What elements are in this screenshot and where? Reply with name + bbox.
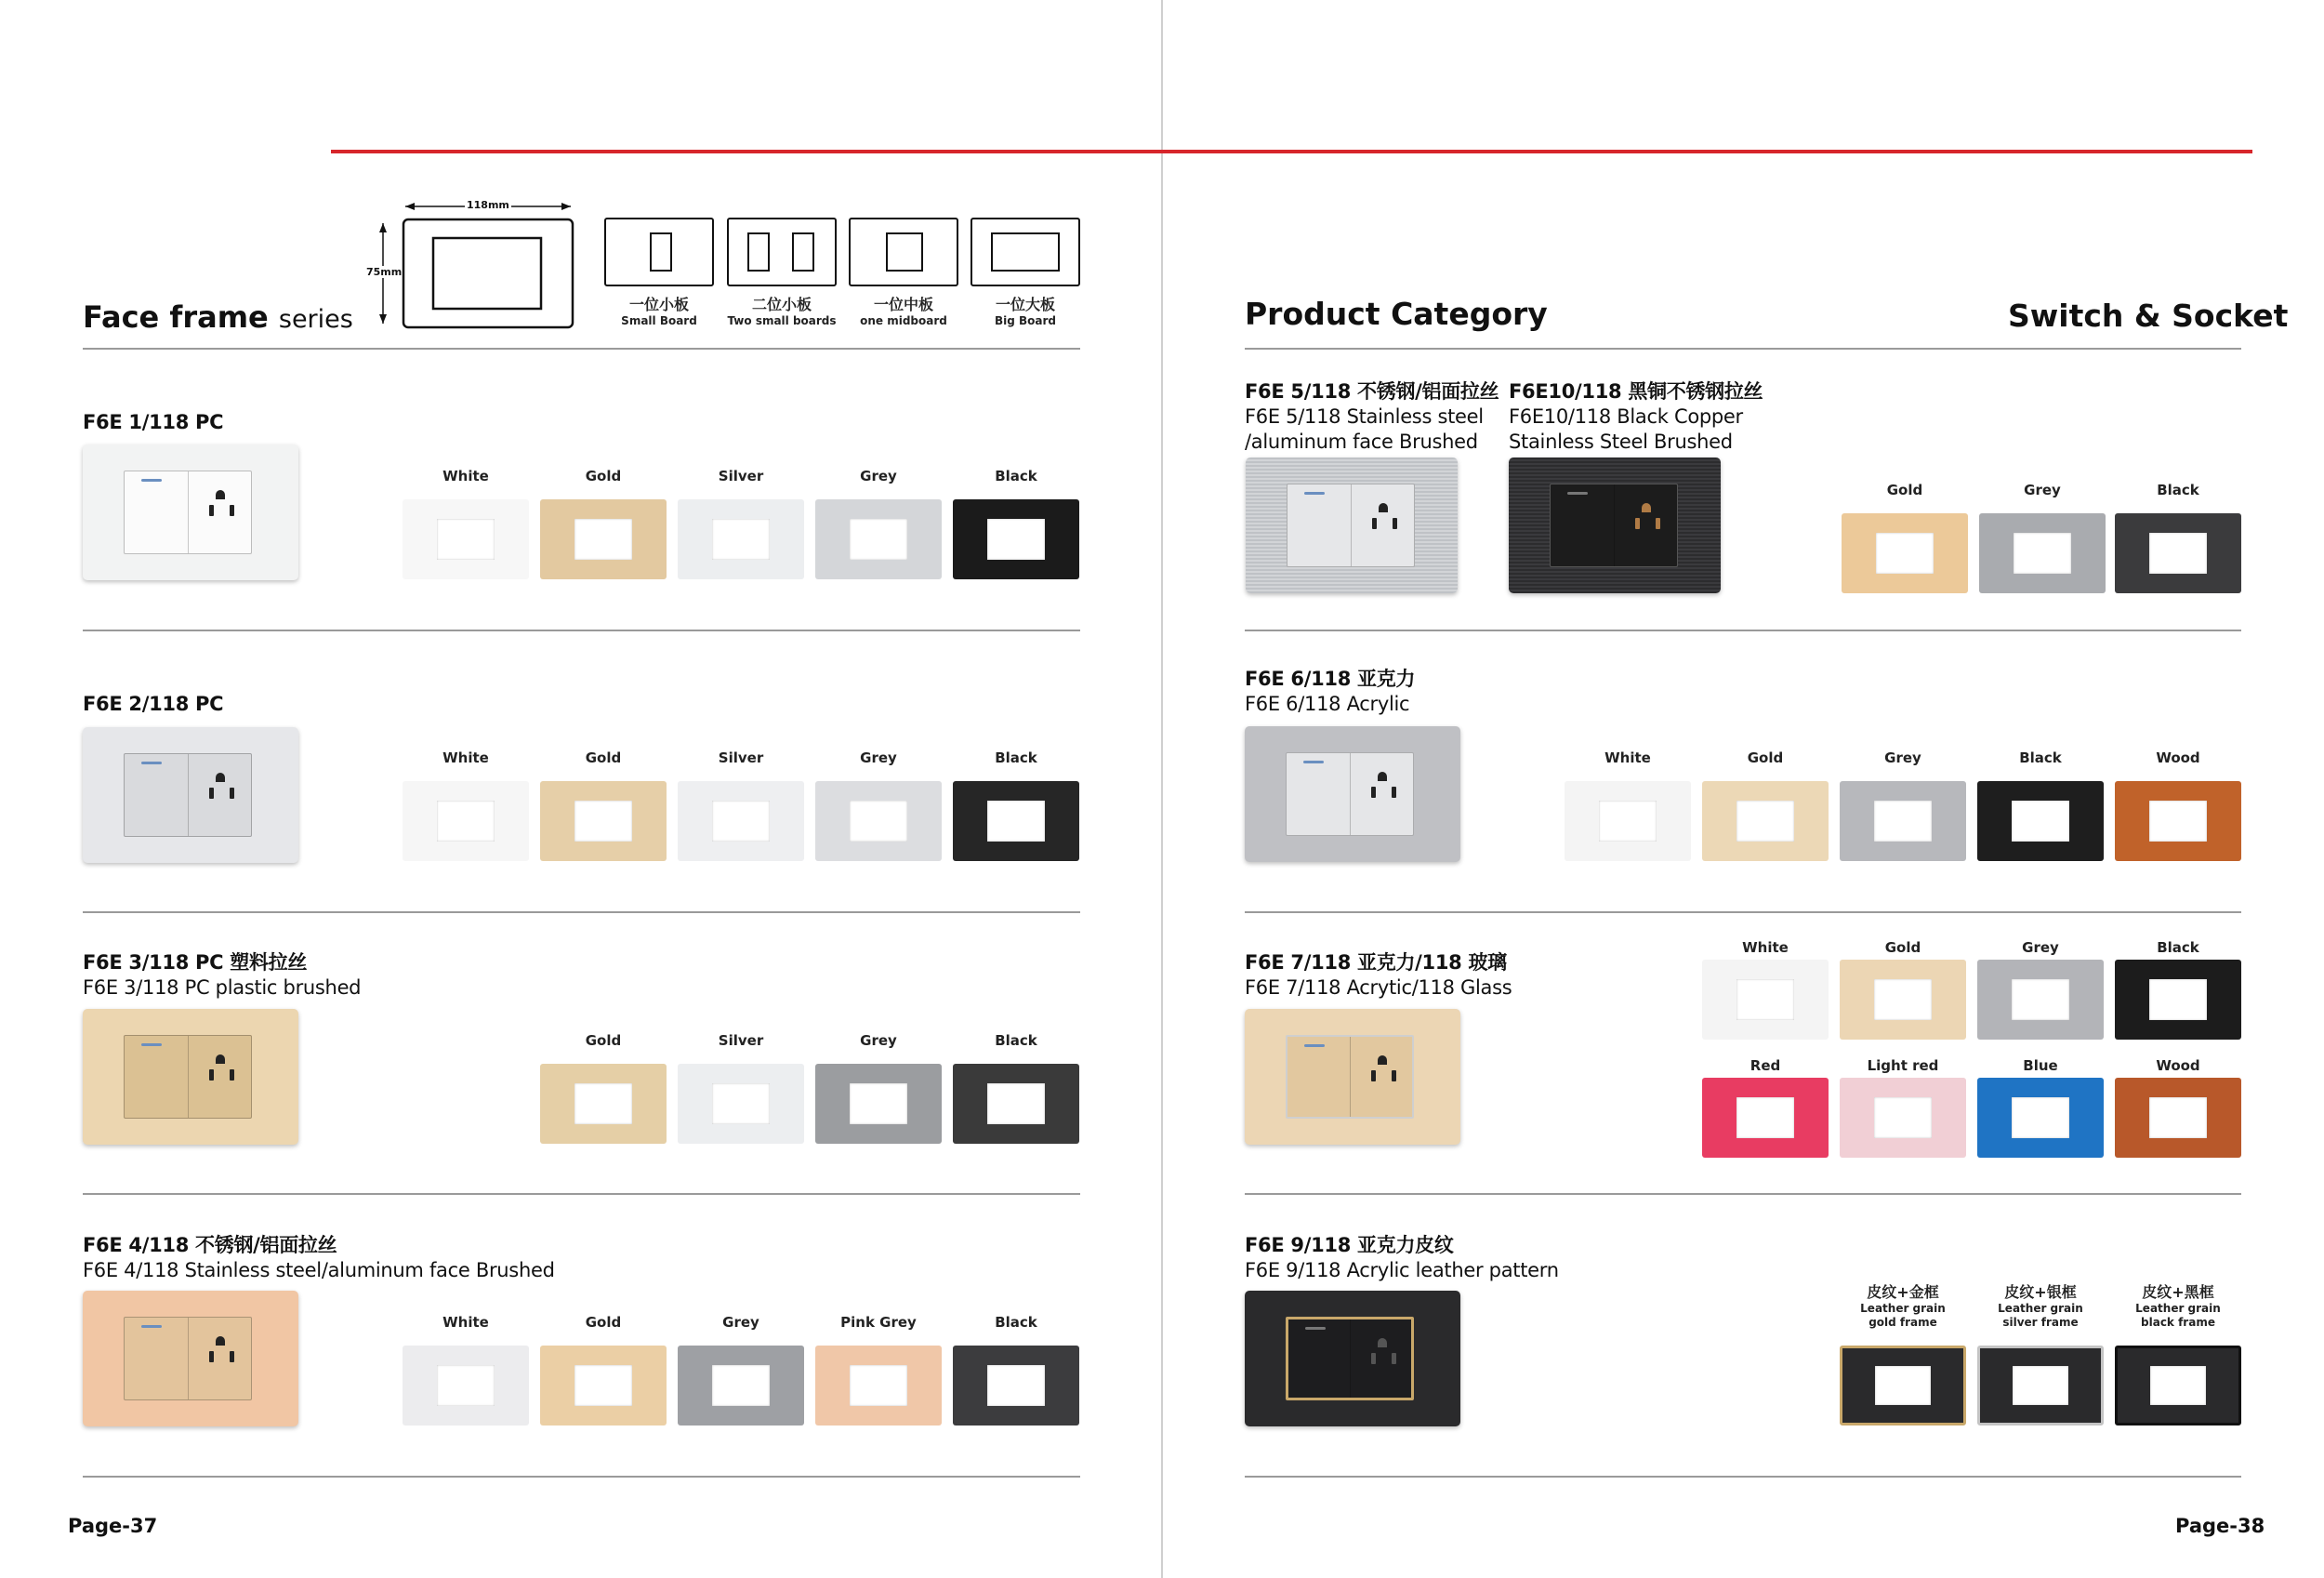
right-row1-swatch-1-frame	[1842, 513, 1968, 593]
left-row2-swatch-4-frame	[815, 781, 942, 861]
left-row1-swatch-5-frame	[953, 499, 1079, 579]
right-row4-swatch-1-en2: gold frame	[1868, 1316, 1937, 1329]
product-f6e7	[1245, 1009, 1460, 1145]
right-row3-top-swatch-3-label: Grey	[2022, 939, 2059, 956]
right-row2-swatch-2-frame	[1702, 781, 1829, 861]
left-row3-swatch-2-frame	[678, 1064, 804, 1144]
r-row2-title: F6E 6/118 亚克力 F6E 6/118 Acrylic	[1245, 668, 1416, 715]
face-frame-title: Face frame series	[83, 299, 353, 335]
board-label-two-small: 二位小板 Two small boards	[727, 296, 837, 327]
right-row2-swatch-3-label: Grey	[1884, 749, 1921, 766]
right-divider-3	[1245, 1193, 2241, 1195]
left-row1-swatch-4-frame	[815, 499, 942, 579]
left-row1-swatch-5-label: Black	[995, 468, 1037, 484]
left-row2-swatch-3-label: Silver	[718, 749, 764, 766]
product-f6e3	[83, 1009, 298, 1145]
product-f6e9	[1245, 1291, 1460, 1426]
page-number-right: Page-38	[2175, 1515, 2265, 1537]
right-row3-bottom-swatch-3-frame	[1977, 1078, 2104, 1158]
left-row2-swatch-1-frame	[403, 781, 529, 861]
product-f6e4	[83, 1291, 298, 1426]
right-row3-bottom-swatch-2-frame	[1840, 1078, 1966, 1158]
left-row1-swatch-2-label: Gold	[585, 468, 622, 484]
right-row4-swatch-3-en1: Leather grain	[2135, 1302, 2221, 1315]
right-row4-swatch-1-en1: Leather grain	[1860, 1302, 1946, 1315]
left-row4-swatch-4-label: Pink Grey	[840, 1314, 917, 1331]
product-f6e2	[83, 727, 298, 863]
left-row4-swatch-4-frame	[815, 1346, 942, 1426]
right-divider-1	[1245, 630, 2241, 631]
page-fold	[1161, 0, 1163, 1578]
board-type-small	[604, 218, 714, 286]
right-row2-swatch-5-frame	[2115, 781, 2241, 861]
left-row2-swatch-3-frame	[678, 781, 804, 861]
left-row4-swatch-1-label: White	[442, 1314, 489, 1331]
left-row1-swatch-1-frame	[403, 499, 529, 579]
left-divider-2	[83, 911, 1080, 913]
board-label-small: 一位小板 Small Board	[621, 296, 697, 327]
r-row1-title-a: F6E 5/118 不锈钢/铝面拉丝 F6E 5/118 Stainless steel /aluminum face Brushed	[1245, 380, 1499, 453]
right-row4-swatch-2-en2: silver frame	[2002, 1316, 2079, 1329]
right-row2-swatch-4-frame	[1977, 781, 2104, 861]
right-divider-0	[1245, 348, 2241, 350]
left-row4-swatch-1-frame	[403, 1346, 529, 1426]
right-row1-swatch-3-frame	[2115, 513, 2241, 593]
row3-title: F6E 3/118 PC 塑料拉丝 F6E 3/118 PC plastic brushed	[83, 951, 362, 999]
right-row3-top-swatch-1-frame	[1702, 960, 1829, 1040]
left-row3-swatch-1-label: Gold	[585, 1032, 622, 1049]
left-divider-0	[83, 348, 1080, 350]
row1-title: F6E 1/118 PC	[83, 411, 224, 433]
switch-socket-heading: Switch & Socket	[2008, 298, 2289, 334]
board-type-two-small	[727, 218, 837, 286]
left-row3-swatch-3-label: Grey	[860, 1032, 897, 1049]
right-divider-2	[1245, 911, 2241, 913]
left-row2-swatch-2-frame	[540, 781, 667, 861]
right-row4-swatch-3-cn: 皮纹+黑框	[2142, 1283, 2214, 1301]
product-f6e5	[1246, 457, 1458, 593]
product-f6e1	[83, 444, 298, 580]
right-row3-bottom-swatch-3-label: Blue	[2023, 1057, 2058, 1074]
right-row1-swatch-2-label: Grey	[2024, 482, 2061, 498]
width-label: 118mm	[467, 199, 509, 211]
right-row2-swatch-2-label: Gold	[1747, 749, 1784, 766]
left-divider-4	[83, 1476, 1080, 1478]
right-row1-swatch-1-label: Gold	[1886, 482, 1923, 498]
left-row4-swatch-2-label: Gold	[585, 1314, 622, 1331]
right-row3-bottom-swatch-1-frame	[1702, 1078, 1829, 1158]
product-f6e10	[1509, 457, 1721, 593]
left-row3-swatch-2-label: Silver	[718, 1032, 764, 1049]
left-row2-swatch-5-label: Black	[995, 749, 1037, 766]
left-row4-swatch-3-label: Grey	[722, 1314, 759, 1331]
left-row3-swatch-4-label: Black	[995, 1032, 1037, 1049]
board-type-mid	[849, 218, 958, 286]
right-row3-bottom-swatch-4-label: Wood	[2156, 1057, 2200, 1074]
right-row3-top-swatch-4-frame	[2115, 960, 2241, 1040]
left-row1-swatch-4-label: Grey	[860, 468, 897, 484]
left-divider-3	[83, 1193, 1080, 1195]
product-category-heading: Product Category	[1245, 296, 1548, 332]
right-row2-swatch-4-label: Black	[2019, 749, 2062, 766]
right-row4-swatch-2-label	[1971, 1283, 2110, 1330]
right-row2-swatch-1-frame	[1565, 781, 1691, 861]
r-row3-title: F6E 7/118 亚克力/118 玻璃 F6E 7/118 Acrytic/118 Glass	[1245, 951, 1512, 999]
left-row1-swatch-2-frame	[540, 499, 667, 579]
height-label: 75mm	[366, 266, 403, 278]
right-row3-bottom-swatch-4-frame	[2115, 1078, 2241, 1158]
left-divider-1	[83, 630, 1080, 631]
right-divider-4	[1245, 1476, 2241, 1478]
right-row4-swatch-3-en2: black frame	[2141, 1316, 2215, 1329]
row2-title: F6E 2/118 PC	[83, 693, 224, 715]
right-row4-swatch-3-label	[2108, 1283, 2248, 1330]
right-row3-top-swatch-1-label: White	[1742, 939, 1789, 956]
right-row4-swatch-1-label	[1833, 1283, 1973, 1330]
left-row2-swatch-5-frame	[953, 781, 1079, 861]
r-row4-title: F6E 9/118 亚克力皮纹 F6E 9/118 Acrylic leather pattern	[1245, 1234, 1559, 1281]
left-row4-swatch-5-frame	[953, 1346, 1079, 1426]
left-row2-swatch-1-label: White	[442, 749, 489, 766]
right-row4-swatch-2-en1: Leather grain	[1998, 1302, 2083, 1315]
left-row2-swatch-4-label: Grey	[860, 749, 897, 766]
right-row4-swatch-2-frame	[1977, 1346, 2104, 1426]
left-row1-swatch-3-label: Silver	[718, 468, 764, 484]
right-row4-swatch-3-frame	[2115, 1346, 2241, 1426]
right-row3-top-swatch-3-frame	[1977, 960, 2104, 1040]
right-row4-swatch-1-frame	[1840, 1346, 1966, 1426]
right-row3-top-swatch-2-frame	[1840, 960, 1966, 1040]
row4-title: F6E 4/118 不锈钢/铝面拉丝 F6E 4/118 Stainless steel/aluminum face Brushed	[83, 1234, 555, 1281]
right-row3-top-swatch-4-label: Black	[2157, 939, 2199, 956]
right-row4-swatch-1-cn: 皮纹+金框	[1867, 1283, 1939, 1301]
board-label-big: 一位大板 Big Board	[994, 296, 1057, 327]
left-row2-swatch-2-label: Gold	[585, 749, 622, 766]
dimension-diagram	[363, 195, 576, 335]
right-row2-swatch-3-frame	[1840, 781, 1966, 861]
page-number-left: Page-37	[68, 1515, 158, 1537]
left-row3-swatch-1-frame	[540, 1064, 667, 1144]
left-row4-swatch-3-frame	[678, 1346, 804, 1426]
dimension-diagram-svg	[363, 195, 576, 335]
left-row3-swatch-4-frame	[953, 1064, 1079, 1144]
board-label-mid: 一位中板 one midboard	[860, 296, 947, 327]
right-row3-bottom-swatch-2-label: Light red	[1867, 1057, 1939, 1074]
right-row3-bottom-swatch-1-label: Red	[1750, 1057, 1781, 1074]
right-row4-swatch-2-cn: 皮纹+银框	[2004, 1283, 2077, 1301]
left-row3-swatch-3-frame	[815, 1064, 942, 1144]
left-row1-swatch-1-label: White	[442, 468, 489, 484]
right-row1-swatch-3-label: Black	[2157, 482, 2199, 498]
left-row1-swatch-3-frame	[678, 499, 804, 579]
left-row4-swatch-2-frame	[540, 1346, 667, 1426]
board-type-big	[971, 218, 1080, 286]
right-row1-swatch-2-frame	[1979, 513, 2106, 593]
right-row2-swatch-5-label: Wood	[2156, 749, 2200, 766]
product-f6e6	[1245, 726, 1460, 862]
r-row1-title-b: F6E10/118 黑铜不锈钢拉丝 F6E10/118 Black Copper Stainless Steel Brushed	[1509, 380, 1763, 453]
red-rule	[331, 150, 2252, 153]
right-row3-top-swatch-2-label: Gold	[1884, 939, 1921, 956]
left-row4-swatch-5-label: Black	[995, 1314, 1037, 1331]
right-row2-swatch-1-label: White	[1604, 749, 1651, 766]
